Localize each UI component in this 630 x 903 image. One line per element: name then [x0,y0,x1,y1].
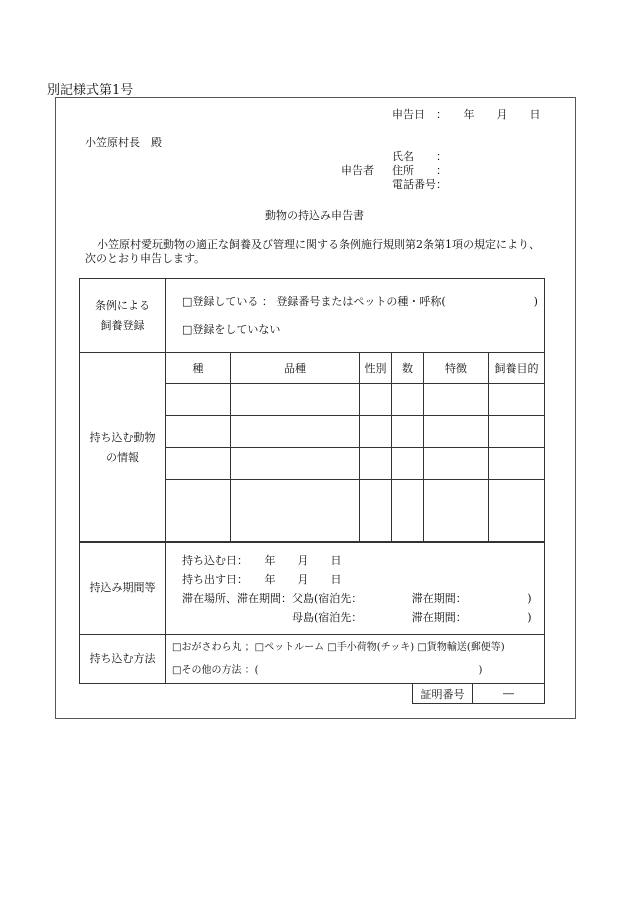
animal-info-label: 持ち込む動物 の情報 [80,353,166,543]
stay-chichijima[interactable]: 滞在場所、滞在期間：父島(宿泊先： 滞在期間： ) [182,592,532,605]
certificate-value: ― [473,684,545,704]
column-features: 特徴 [424,353,489,384]
certificate-table [412,683,545,704]
registration-table [79,278,545,353]
option-registered[interactable]: □登録している ： 登録番号またはペットの種・呼称( ) [182,294,538,308]
certificate-label: 証明番号 [413,684,473,704]
method-table [79,634,545,684]
column-breed: 品種 [231,353,360,384]
declarant-label: 申告者 [341,164,374,177]
name-label: 氏名 ： [392,150,447,163]
addressee: 小笠原村長 殿 [85,136,162,149]
method-options [166,635,545,684]
period-details [166,542,545,635]
form-number: 別記様式第1号 [47,83,134,98]
address-label: 住所 ： [392,164,447,177]
animal-info-table [79,352,545,543]
intro-line-1: 小笠原村愛玩動物の適正な飼養及び管理に関する条例施行規則第2条第1項の規定により、 [97,238,540,251]
column-sex: 性別 [360,353,392,384]
take-out-date[interactable]: 持ち出す日： 年 月 日 [182,573,342,586]
period-label: 持込み期間等 [80,542,166,635]
period-table [79,541,545,635]
column-count: 数 [392,353,424,384]
method-options-line-2[interactable]: □その他の方法 ：( ) [172,665,483,676]
option-not-registered[interactable]: □登録をしていない [182,322,281,336]
column-species: 種 [166,353,231,384]
method-label: 持ち込む方法 [80,635,166,684]
phone-label: 電話番号： [392,178,447,191]
document-title: 動物の持込み申告書 [265,209,364,222]
bring-in-date[interactable]: 持ち込む日： 年 月 日 [182,554,342,567]
intro-line-2: 次のとおり申告します。 [85,252,206,265]
registration-options [166,279,545,353]
method-options-line-1[interactable]: □おがさわら丸 ；□ペットルーム □手小荷物(チッキ) □貨物輸送(郵便等) [172,642,505,653]
column-purpose: 飼養目的 [489,353,545,384]
registration-label: 条例による 飼養登録 [80,279,166,353]
declaration-date: 申告日 ： 年 月 日 [392,108,541,121]
stay-hahajima[interactable]: 母島(宿泊先： 滞在期間： ) [292,611,532,624]
